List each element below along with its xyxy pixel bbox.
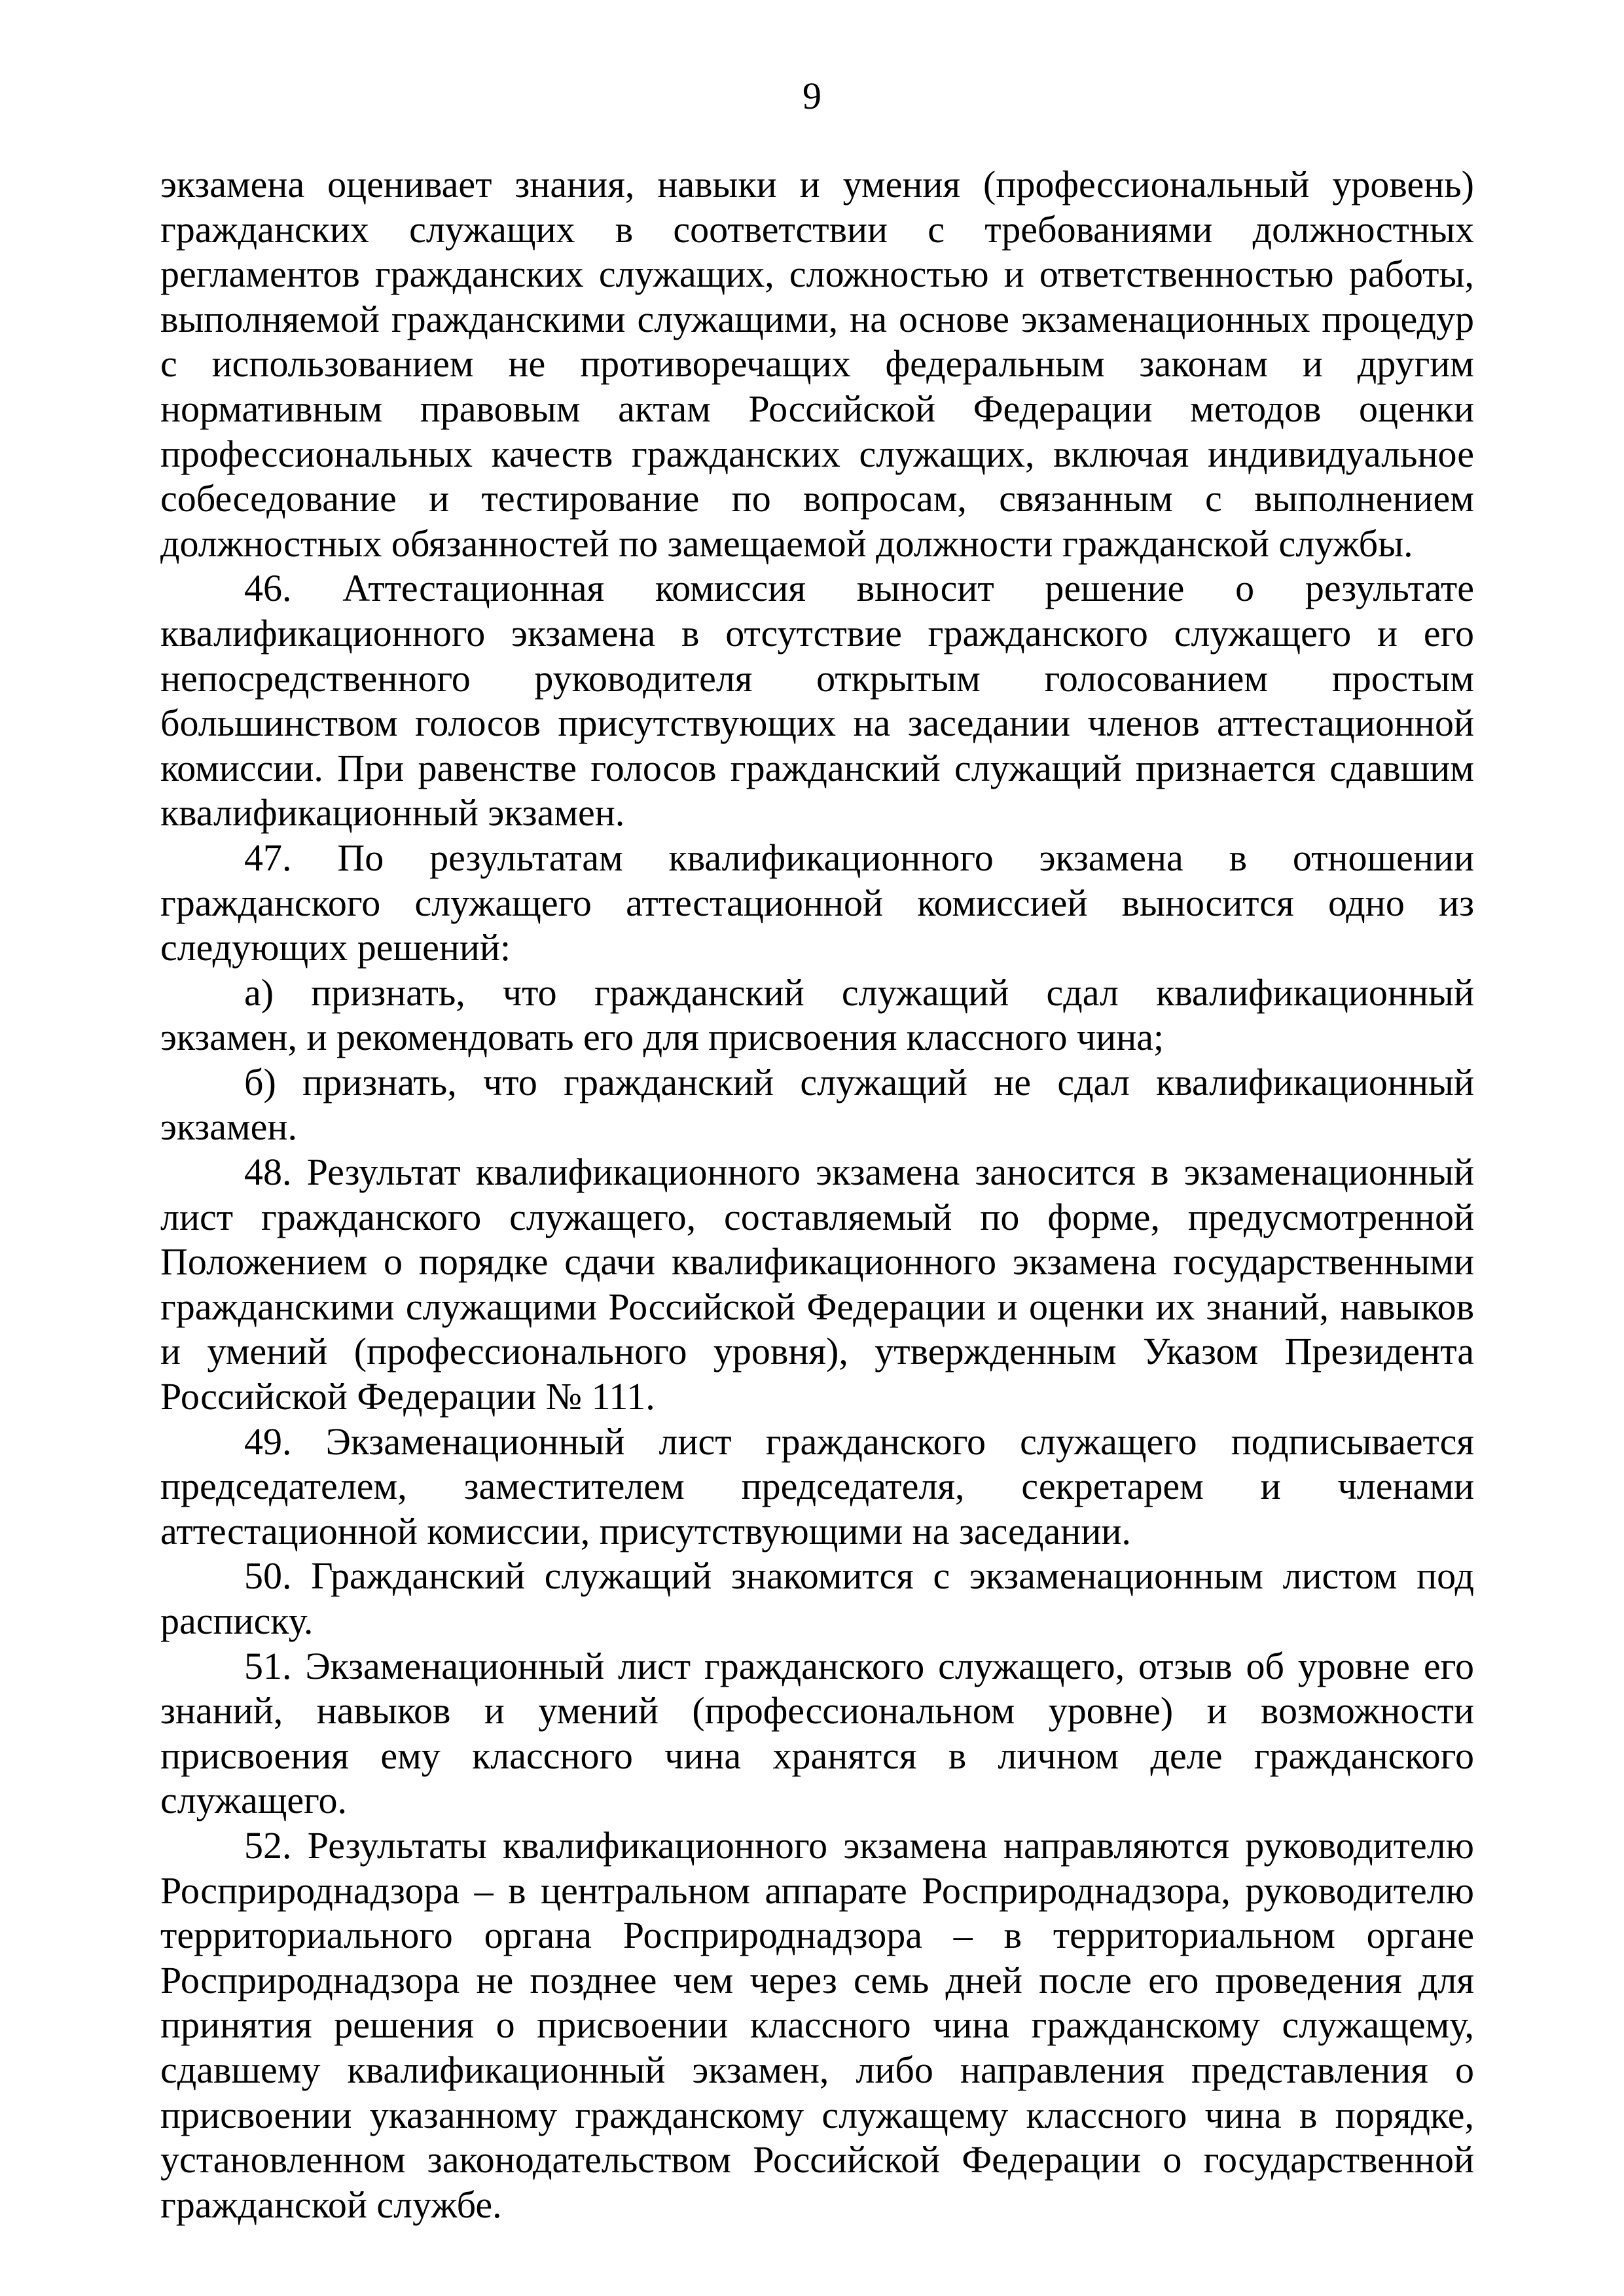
- text-line: экзамен, и рекомендовать его для присвоения классного чина;: [160, 1016, 1164, 1059]
- text-line: гражданской службе.: [160, 2183, 502, 2226]
- text-line: установленном законодательством Российской Федерации о государственной: [160, 2138, 1474, 2181]
- page-number: 9: [803, 75, 821, 117]
- text-line: присвоения ему классного чина хранятся в личном деле гражданского: [160, 1734, 1474, 1777]
- paragraph: [160, 971, 1474, 1060]
- text-line: профессиональных качеств гражданских служащих, включая индивидуальное: [160, 432, 1474, 475]
- text-line: большинством голосов присутствующих на заседании членов аттестационной: [160, 702, 1474, 745]
- text-line: 47. По результатам квалификационного экзамена в отношении: [244, 836, 1474, 879]
- text-line: а) признать, что гражданский служащий сдал квалификационный: [244, 971, 1474, 1014]
- paragraph: [160, 1420, 1474, 1554]
- text-line: должностных обязанностей по замещаемой должности гражданской службы.: [160, 522, 1413, 565]
- text-line: территориального органа Росприроднадзора – в территориальном органе: [160, 1914, 1474, 1957]
- text-line: гражданскими служащими Российской Федерации и оценки их знаний, навыков: [160, 1285, 1474, 1328]
- paragraph: [160, 1150, 1474, 1420]
- paragraph: [160, 1060, 1474, 1150]
- text-line: б) признать, что гражданский служащий не сдал квалификационный: [244, 1060, 1474, 1103]
- text-line: комиссии. При равенстве голосов гражданский служащий признается сдавшим: [160, 746, 1474, 789]
- text-line: гражданского служащего аттестационной комиссией выносится одно из: [160, 881, 1474, 924]
- paragraph: [160, 162, 1474, 566]
- text-line: 51. Экзаменационный лист гражданского служащего, отзыв об уровне его: [244, 1644, 1474, 1687]
- text-line: знаний, навыков и умений (профессиональном уровне) и возможности: [160, 1689, 1474, 1732]
- text-line: Российской Федерации № 111.: [160, 1375, 655, 1418]
- paragraph: [160, 1644, 1474, 1823]
- text-line: принятия решения о присвоении классного чина гражданскому служащему,: [160, 2003, 1474, 2047]
- text-line: 48. Результат квалификационного экзамена заносится в экзаменационный: [244, 1151, 1474, 1194]
- text-line: и умений (профессионального уровня), утвержденным Указом Президента: [160, 1330, 1474, 1373]
- text-line: гражданских служащих в соответствии с требованиями должностных: [160, 207, 1474, 251]
- document-body: [160, 162, 1474, 2227]
- text-line: следующих решений:: [160, 926, 511, 969]
- text-line: лист гражданского служащего, составляемый по форме, предусмотренной: [160, 1195, 1474, 1238]
- text-line: Росприроднадзора не позднее чем через семь дней после его проведения для: [160, 1958, 1474, 2001]
- text-line: выполняемой гражданскими служащими, на основе экзаменационных процедур: [160, 297, 1474, 340]
- paragraph: [160, 1554, 1474, 1643]
- text-line: председателем, заместителем председателя, секретарем и членами: [160, 1465, 1474, 1508]
- text-line: 52. Результаты квалификационного экзамена направляются руководителю: [244, 1823, 1474, 1867]
- text-line: с использованием не противоречащих федеральным законам и другим: [160, 342, 1474, 386]
- text-line: регламентов гражданских служащих, сложностью и ответственностью работы,: [160, 253, 1474, 296]
- text-line: 49. Экзаменационный лист гражданского служащего подписывается: [244, 1420, 1474, 1463]
- text-line: аттестационной комиссии, присутствующими на заседании.: [160, 1509, 1131, 1552]
- text-line: собеседование и тестирование по вопросам, связанным с выполнением: [160, 477, 1474, 520]
- paragraph: [160, 1823, 1474, 2227]
- text-line: нормативным правовым актам Российской Федерации методов оценки: [160, 387, 1474, 430]
- text-line: квалификационный экзамен.: [160, 791, 625, 834]
- text-line: присвоении указанному гражданскому служащему классного чина в порядке,: [160, 2093, 1474, 2136]
- text-line: расписку.: [160, 1600, 314, 1642]
- text-line: 50. Гражданский служащий знакомится с экзаменационным листом под: [244, 1554, 1474, 1598]
- text-line: Положением о порядке сдачи квалификационного экзамена государственными: [160, 1240, 1474, 1283]
- text-line: непосредственного руководителя открытым голосованием простым: [160, 656, 1474, 700]
- paragraph: [160, 836, 1474, 971]
- paragraph: [160, 566, 1474, 836]
- text-line: экзамен.: [160, 1105, 297, 1149]
- text-line: сдавшему квалификационный экзамен, либо направления представления о: [160, 2048, 1474, 2091]
- text-line: экзамена оценивает знания, навыки и умения (профессиональный уровень): [160, 163, 1474, 206]
- text-line: служащего.: [160, 1779, 347, 1822]
- text-line: квалификационного экзамена в отсутствие гражданского служащего и его: [160, 611, 1474, 655]
- text-line: Росприроднадзора – в центральном аппарате Росприроднадзора, руководителю: [160, 1869, 1474, 1912]
- text-line: 46. Аттестационная комиссия выносит решение о результате: [244, 567, 1474, 610]
